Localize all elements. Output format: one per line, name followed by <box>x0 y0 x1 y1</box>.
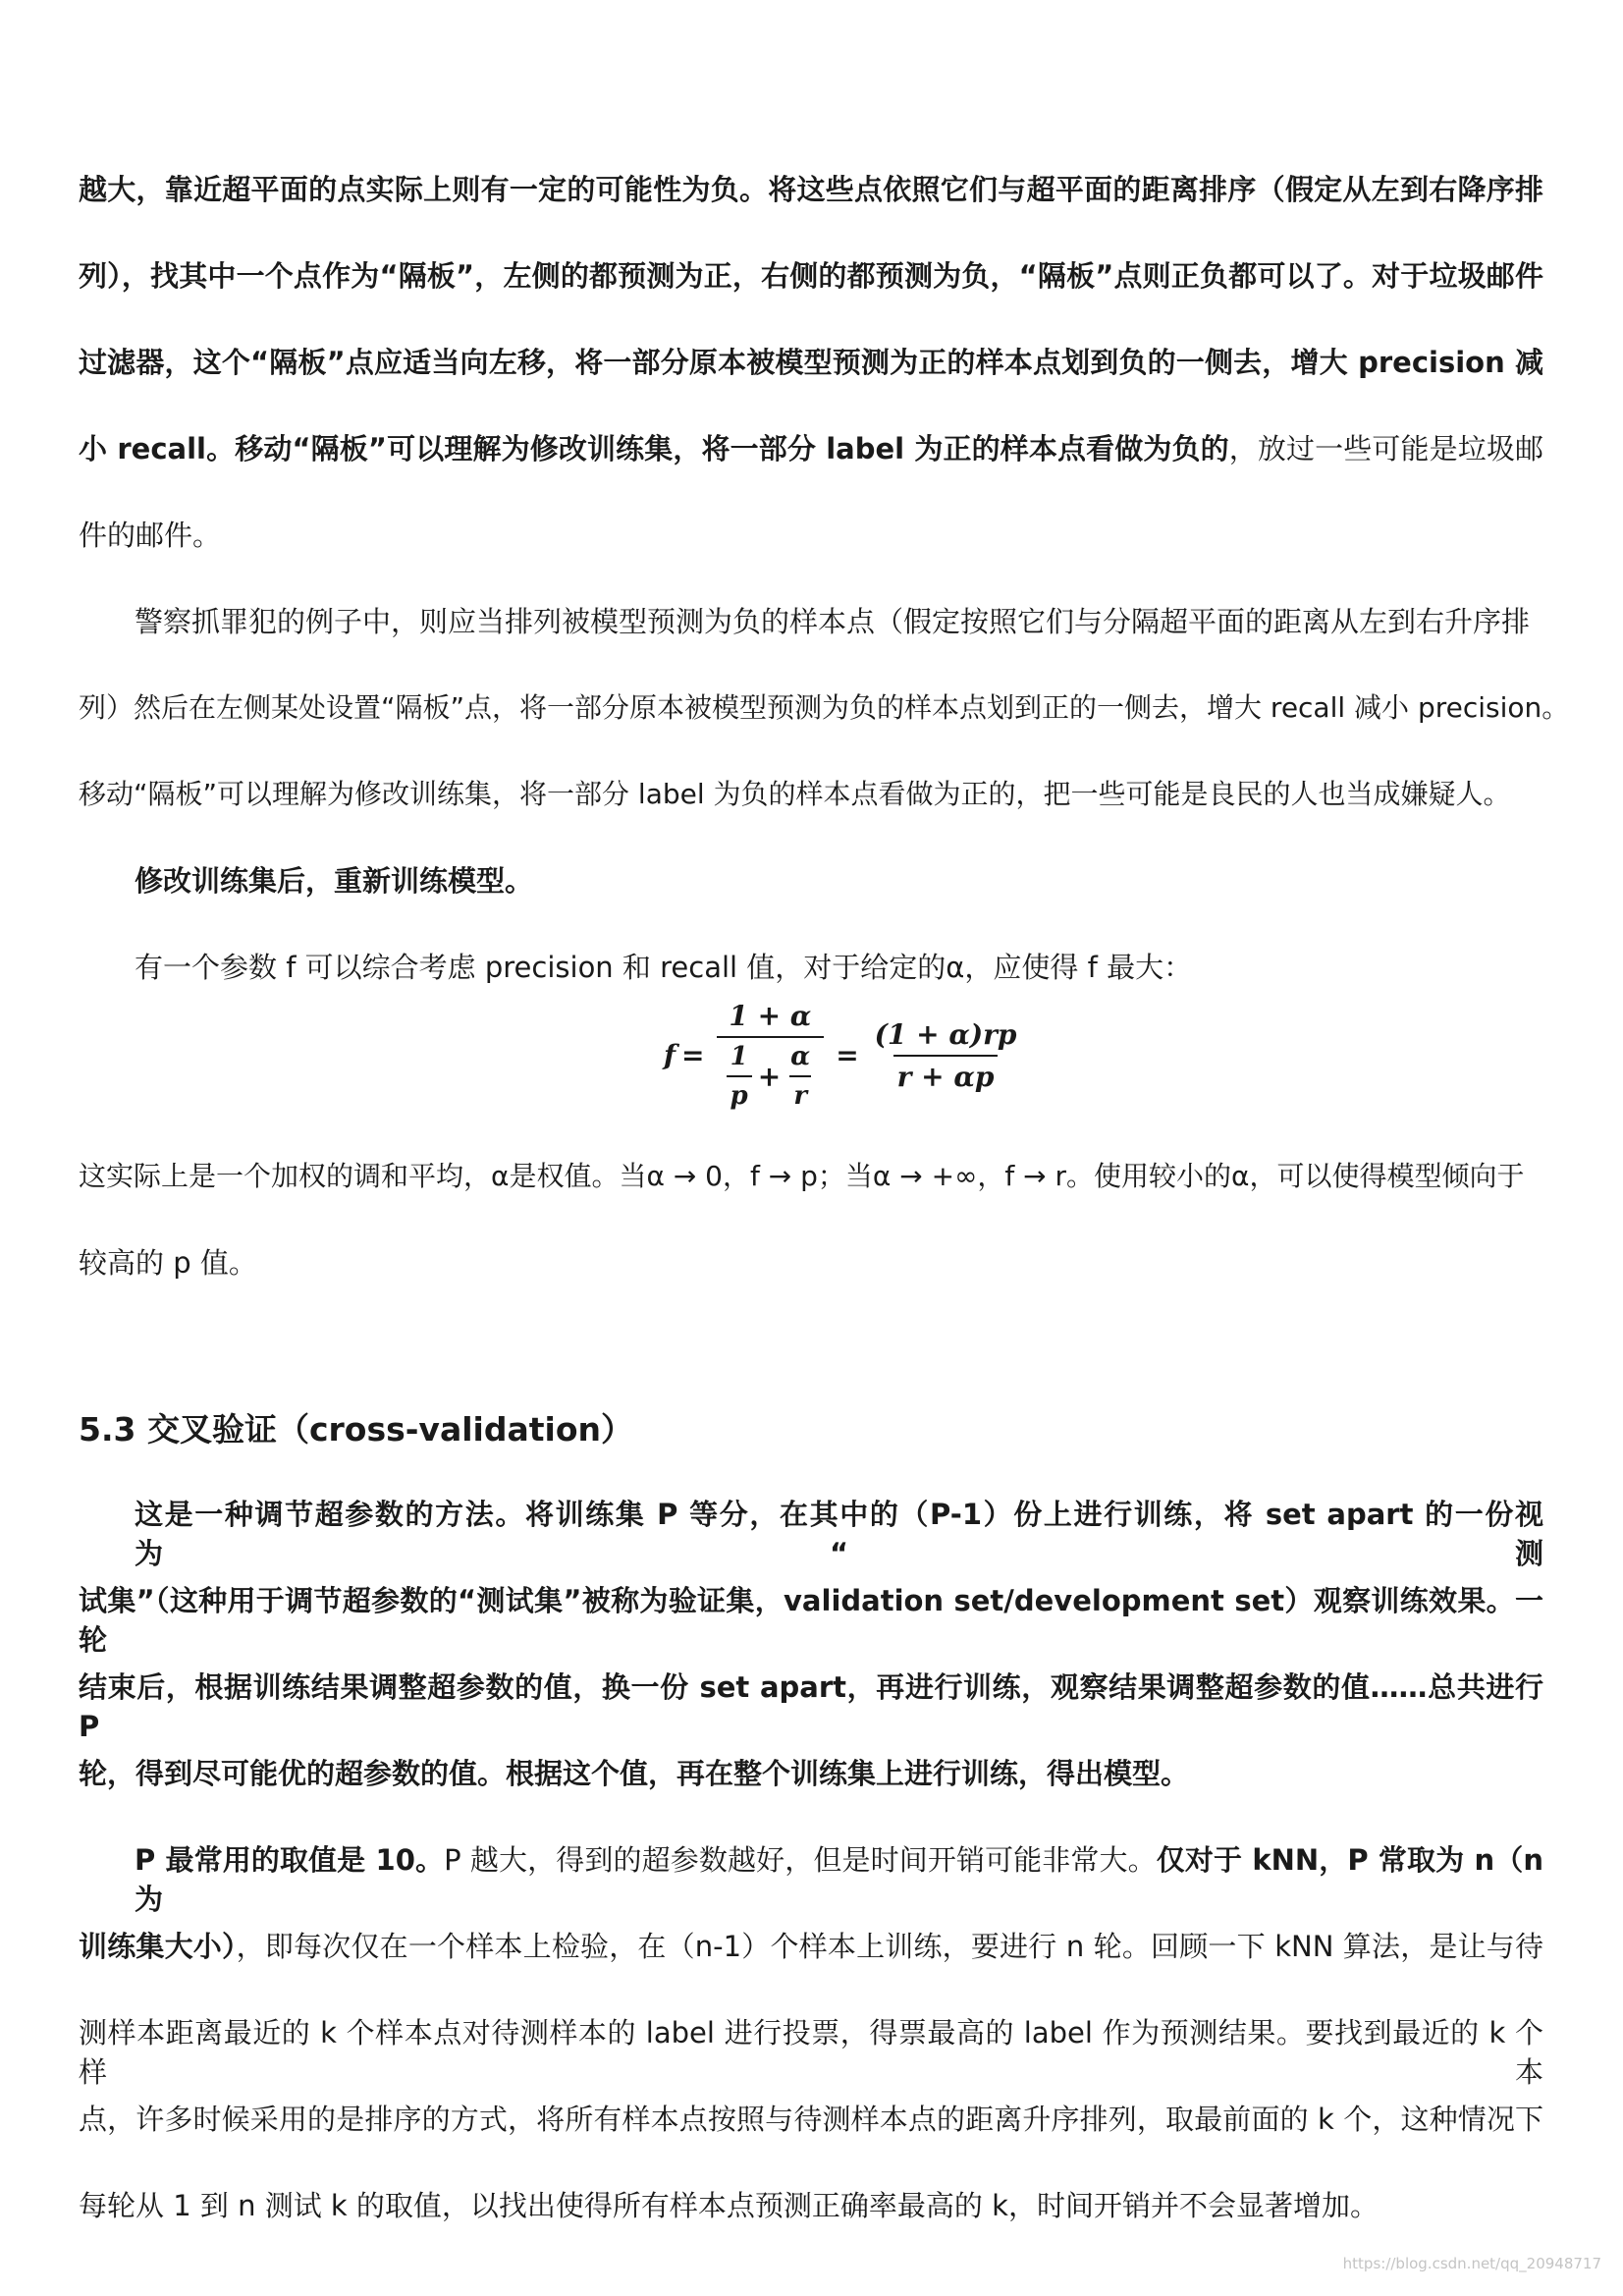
formula-lhs: f <box>664 1039 676 1071</box>
para1-line4-bold: 小 recall。移动“隔板”可以理解为修改训练集，将一部分 label 为正的样本点看做为负的 <box>79 432 1229 465</box>
f-measure-formula <box>664 1000 1026 1111</box>
formula-alpha-over-r <box>786 1042 814 1111</box>
formula-rhs-denominator: r + αp <box>893 1055 999 1093</box>
formula-equals: = <box>681 1039 705 1071</box>
formula-numerator: 1 + α <box>729 1000 812 1032</box>
formula-plus: + <box>757 1060 782 1093</box>
section-heading: 5.3 交叉验证（cross-validation） <box>79 1410 633 1449</box>
para7-line4: 点，许多时候采用的是排序的方式，将所有样本点按照与待测样本点的距离升序排列，取最前面的 k 个，这种情况下 <box>79 2103 1543 2136</box>
para5-line1: 这实际上是一个加权的调和平均，α是权值。当α → 0，f → p；当α → +∞，f → r。使用较小的α，可以使得模型倾向于 <box>79 1160 1525 1192</box>
para1-line4-normal: ，放过一些可能是垃圾邮 <box>1228 432 1543 465</box>
para6-line3: 结束后，根据训练结果调整超参数的值，换一份 set apart，再进行训练，观察结果调整超参数的值……总共进行 P <box>79 1670 1543 1743</box>
watermark-url: https://blog.csdn.net/qq_20948717 <box>1342 2255 1601 2272</box>
para2-line1: 警察抓罪犯的例子中，则应当排列被模型预测为负的样本点（假定按照它们与分隔超平面的距离从左到右升序排 <box>135 605 1531 638</box>
formula-rhs-numerator: (1 + α)rp <box>874 1017 1017 1051</box>
para1-line5: 件的邮件。 <box>79 519 222 552</box>
para4: 有一个参数 f 可以综合考虑 precision 和 recall 值，对于给定的α，应使得 f 最大： <box>135 951 1193 984</box>
formula-one-over-p <box>727 1042 752 1111</box>
para7-line1-bold-2: 仅对于 kNN，P 常取为 n（n 为 <box>135 1843 1543 1916</box>
para5-line2: 较高的 p 值。 <box>79 1246 257 1280</box>
formula-fraction-2 <box>871 1018 1021 1093</box>
alpha-numerator: α <box>790 1042 811 1071</box>
para7-line2-normal: ，即每次仅在一个样本上检验，在（n-1）个样本上训练，要进行 n 轮。回顾一下 kNN 算法，是让与待 <box>236 1930 1543 1963</box>
para1-line4 <box>79 429 1543 468</box>
para6-line1: 这是一种调节超参数的方法。将训练集 P 等分，在其中的（P-1）份上进行训练，将 set apart 的一份视为“测 <box>135 1498 1543 1570</box>
para6-line2: 试集”（这种用于调节超参数的“测试集”被称为验证集，validation set/development set）观察训练效果。一轮 <box>79 1584 1543 1657</box>
one-numerator: 1 <box>730 1042 748 1071</box>
formula-denominator <box>717 1036 825 1111</box>
para7-line1-normal: P 越大，得到的超参数越好，但是时间开销可能非常大。 <box>444 1843 1157 1877</box>
para1-line1: 越大，靠近超平面的点实际上则有一定的可能性为负。将这些点依照它们与超平面的距离排序（假定从左到右降序排 <box>79 173 1543 206</box>
para7-line2 <box>79 1927 1543 1966</box>
para6-line4: 轮，得到尽可能优的超参数的值。根据这个值，再在整个训练集上进行训练，得出模型。 <box>79 1757 1190 1790</box>
para2-line3: 移动“隔板”可以理解为修改训练集，将一部分 label 为负的样本点看做为正的，把一些可能是良民的人也当成嫌疑人。 <box>79 778 1511 810</box>
para7-line2-bold: 训练集大小） <box>79 1930 237 1963</box>
r-denominator: r <box>789 1075 811 1111</box>
para7-line1 <box>135 1840 1543 1919</box>
para1-line3: 过滤器，这个“隔板”点应适当向左移，将一部分原本被模型预测为正的样本点划到负的一侧去，增大 precision 减 <box>79 346 1543 379</box>
para2-line2: 列）然后在左侧某处设置“隔板”点，将一部分原本被模型预测为负的样本点划到正的一侧去，增大 recall 减小 precision。 <box>79 691 1570 724</box>
formula-fraction-1 <box>717 1000 825 1111</box>
para1-line2: 列），找其中一个点作为“隔板”，左侧的都预测为正，右侧的都预测为负，“隔板”点则正负都可以了。对于垃圾邮件 <box>79 259 1543 293</box>
para7-line3: 测样本距离最近的 k 个样本点对待测样本的 label 进行投票，得票最高的 label 作为预测结果。要找到最近的 k 个样本 <box>79 2016 1543 2089</box>
formula-equals-2: = <box>836 1039 859 1071</box>
p-denominator: p <box>727 1075 752 1111</box>
para7-line5: 每轮从 1 到 n 测试 k 的取值，以找出使得所有样本点预测正确率最高的 k，时间开销并不会显著增加。 <box>79 2189 1379 2222</box>
para7-line1-bold-1: P 最常用的取值是 10。 <box>135 1843 445 1877</box>
para3: 修改训练集后，重新训练模型。 <box>135 864 534 898</box>
